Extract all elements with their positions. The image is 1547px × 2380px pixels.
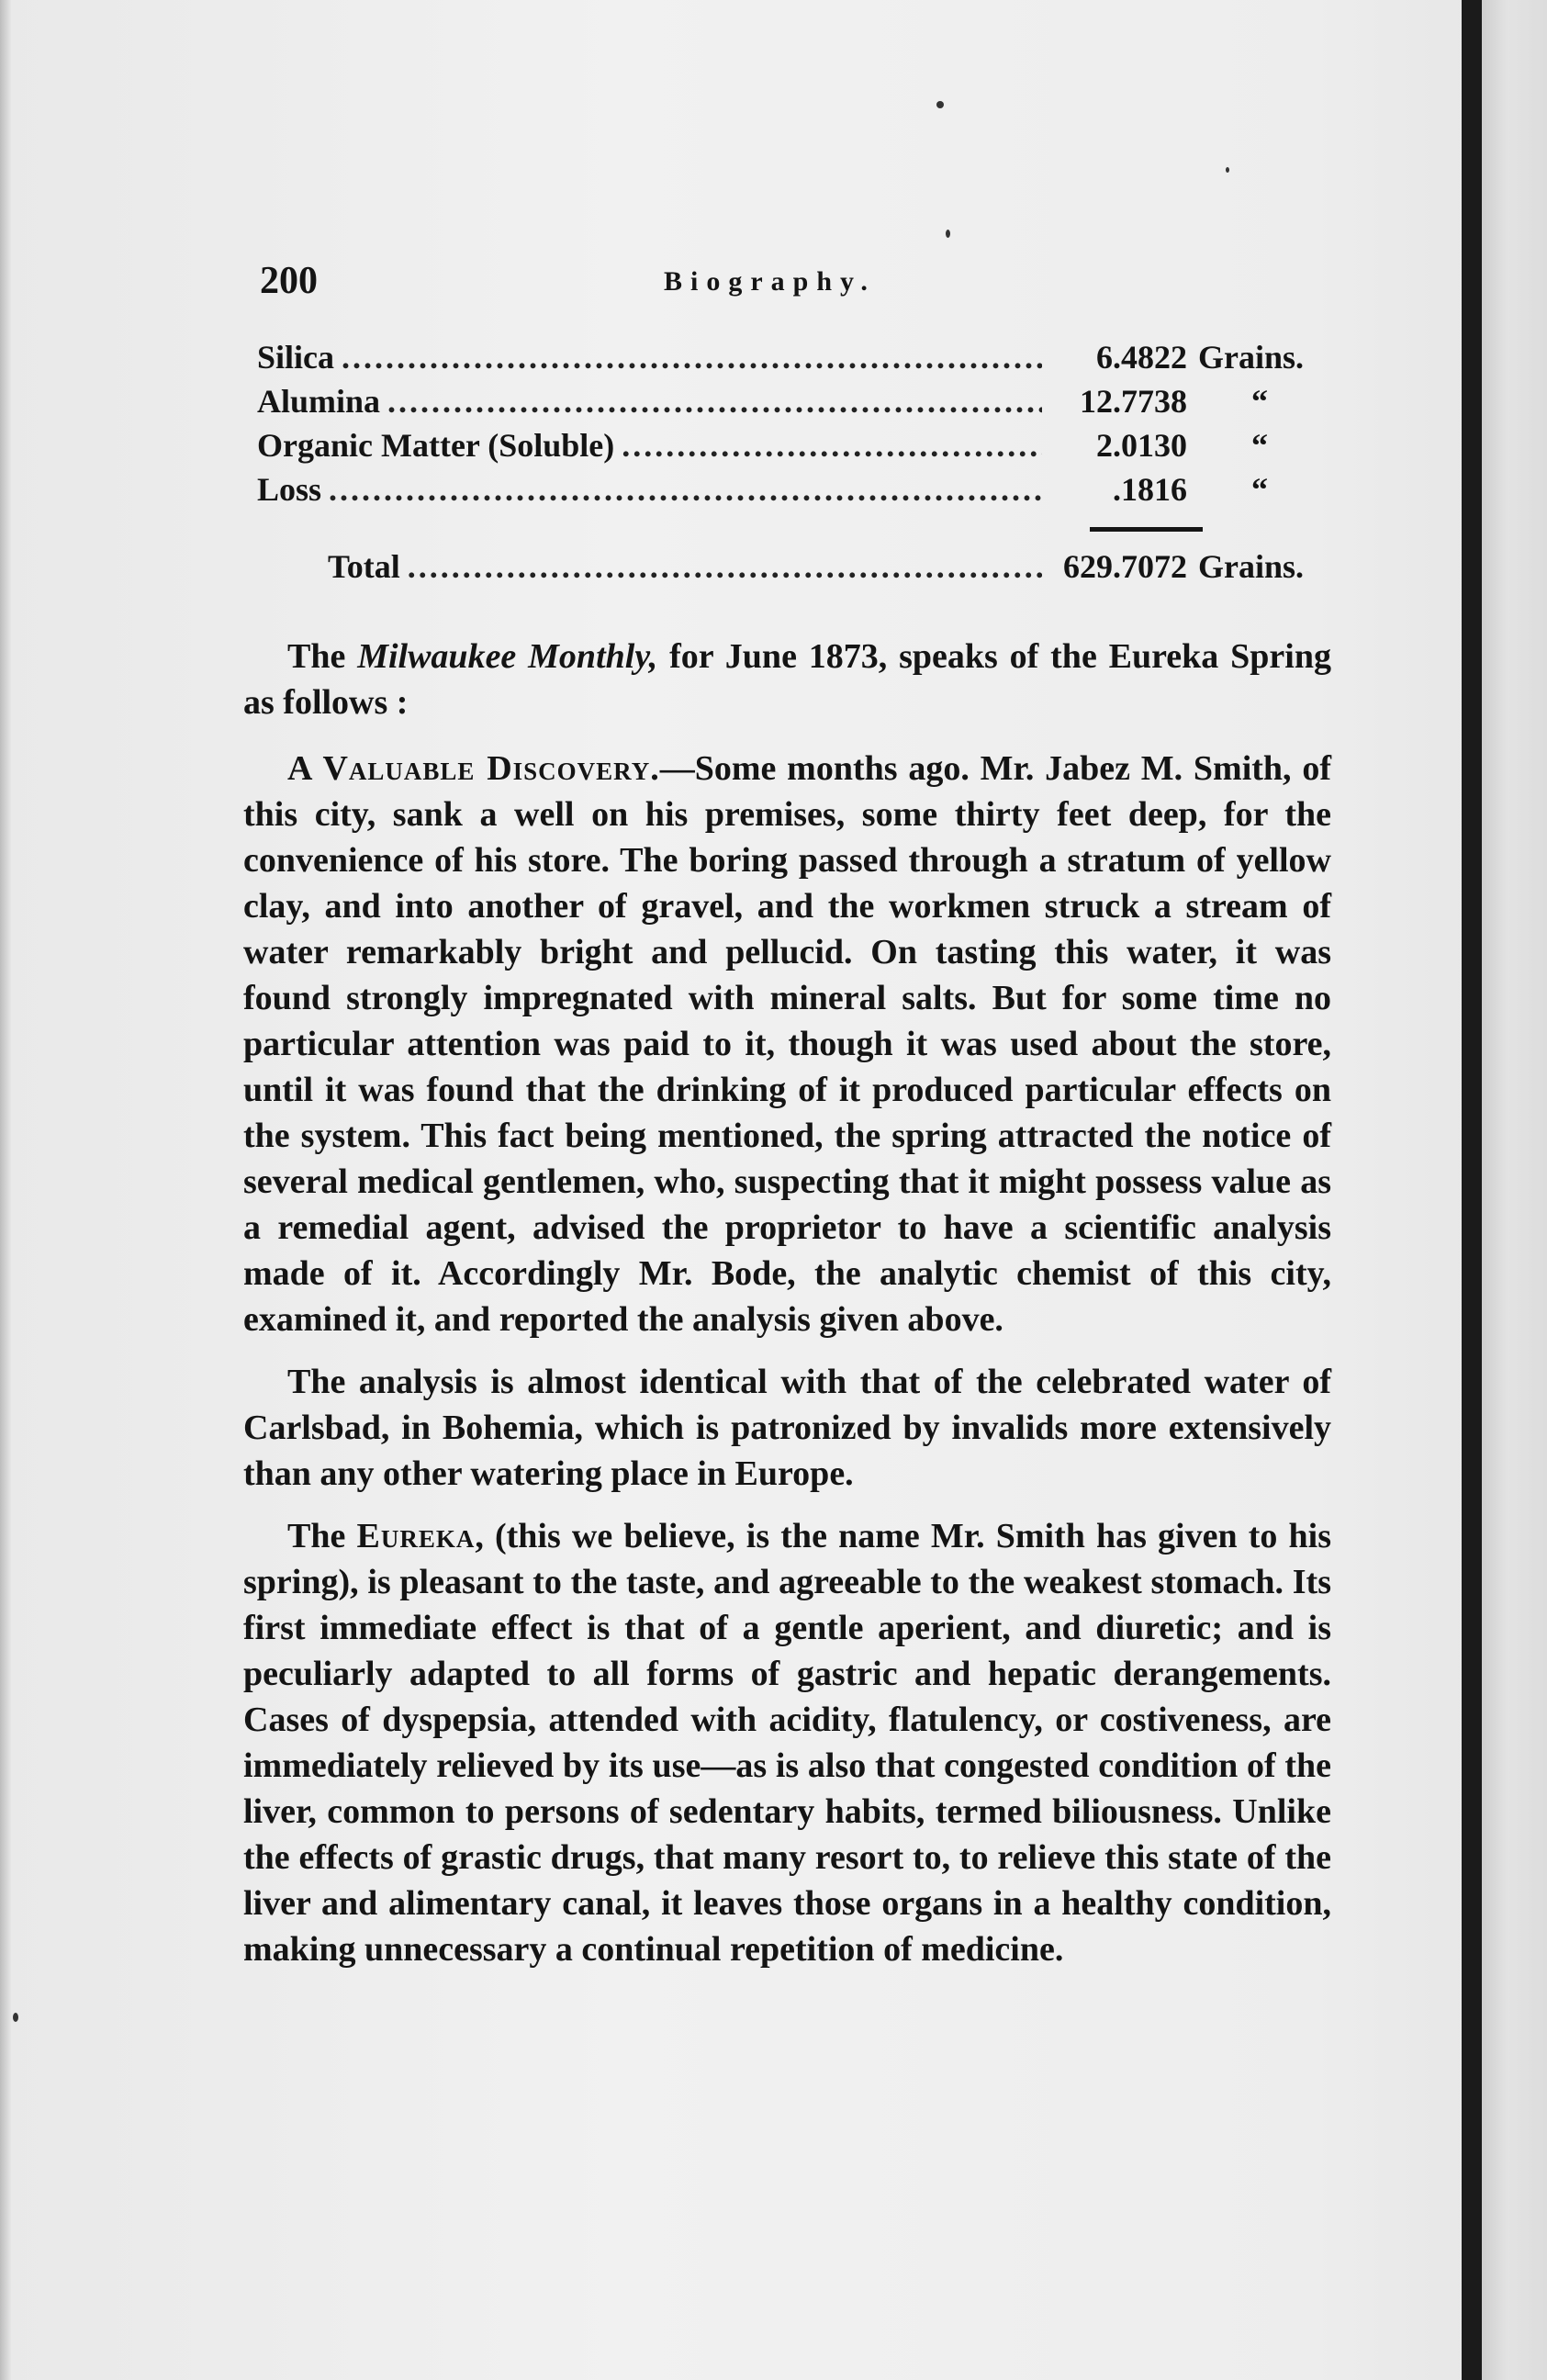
- analysis-row: [257, 426, 1331, 470]
- discovery-paragraph: [243, 746, 1331, 1342]
- analysis-row-value: .1816: [1113, 471, 1187, 508]
- discovery-title: A Valuable Discovery.: [287, 749, 660, 788]
- carlsbad-paragraph: The analysis is almost identical with that of the celebrated water of Carlsbad, in Bohemia, which is patronized by invalids more extensively than any other watering place in Europe.: [243, 1363, 1331, 1493]
- dot-leader: [408, 547, 1042, 586]
- analysis-row-label: Alumina: [257, 383, 381, 420]
- analysis-row-unit: “: [1251, 383, 1268, 420]
- eureka-text: , (this we believe, is the name Mr. Smith has given to his spring), is pleasant to the taste, and agreeable to the weakest stomach. Its first immediate effect is that of a gentle aperient, and diuretic; and is peculiarly adapted to all forms of gastric and hepatic derangements. Cases of dyspepsia, attended with acidity, flatulency, or costiveness, are immediately relieved by its use—as is also that congested condition of the liver, common to persons of sedentary habits, termed biliousness. Unlike the effects of grastic drugs, that many resort to, to relieve this state of the liver and alimentary canal, it leaves those organs in a healthy condition, making unnecessary a continual repetition of medicine.: [243, 1517, 1331, 1969]
- page-left-edge: [0, 0, 11, 2380]
- analysis-row-value: 2.0130: [1096, 427, 1187, 464]
- analysis-row-value: 12.7738: [1080, 383, 1187, 420]
- scan-speck: [13, 2013, 18, 2022]
- total-value: 629.7072: [1063, 548, 1187, 585]
- facing-page-edge: [1482, 0, 1547, 2380]
- scan-speck: [1226, 167, 1229, 173]
- analysis-row-label: Silica: [257, 339, 335, 376]
- eureka-paragraph: [243, 1513, 1331, 1972]
- analysis-row: [257, 470, 1331, 514]
- total-label: Total: [328, 548, 400, 585]
- analysis-row-unit: “: [1251, 471, 1268, 508]
- dot-leader: [342, 338, 1042, 376]
- intro-part2: for June 1873, speaks of the Eureka Spring as follows :: [243, 637, 1331, 722]
- intro-part1: The: [287, 637, 358, 676]
- eureka-lead: The: [287, 1517, 357, 1555]
- analysis-table: [257, 338, 1331, 591]
- discovery-text: —Some months ago. Mr. Jabez M. Smith, of this city, sank a well on his premises, some thirty feet deep, for the convenience of his store. The boring passed through a stratum of yellow clay, and into another of gravel, and the workmen struck a stream of water remarkably bright and pellucid. On tasting this water, it was found strongly impregnated with mineral salts. But for some time no particular attention was paid to it, though it was used about the store, until it was found that the drinking of it produced particular effects on the system. This fact being mentioned, the spring attracted the notice of several medical gentlemen, who, suspecting that it might possess value as a remedial agent, advised the proprietor to have a scientific analysis made of it. Accordingly Mr. Bode, the analytic chemist of this city, examined it, and reported the analysis given above.: [243, 749, 1331, 1339]
- total-row: [257, 547, 1331, 591]
- scan-speck: [946, 230, 950, 238]
- dot-leader: [387, 382, 1042, 421]
- analysis-row: [257, 382, 1331, 426]
- body-text: [243, 634, 1331, 1989]
- total-rule: [1090, 527, 1203, 532]
- book-spine-shadow: [1462, 0, 1482, 2380]
- dot-leader: [329, 470, 1042, 509]
- eureka-name: Eureka: [356, 1517, 476, 1555]
- running-head: Biography.: [664, 266, 876, 297]
- analysis-row-label: Organic Matter (Soluble): [257, 427, 615, 464]
- dot-leader: [622, 426, 1042, 465]
- publication-title: Milwaukee Monthly,: [357, 637, 658, 676]
- analysis-row-unit: “: [1251, 427, 1268, 464]
- analysis-row-label: Loss: [257, 471, 322, 508]
- page-number: 200: [260, 260, 318, 302]
- total-unit: Grains.: [1198, 548, 1305, 585]
- analysis-row-unit: Grains.: [1198, 339, 1305, 376]
- analysis-row-value: 6.4822: [1096, 339, 1187, 376]
- scan-speck: [936, 101, 944, 108]
- total-rule-row: [257, 514, 1331, 547]
- page-header: [260, 259, 1329, 314]
- analysis-row: [257, 338, 1331, 382]
- intro-paragraph: [243, 634, 1331, 725]
